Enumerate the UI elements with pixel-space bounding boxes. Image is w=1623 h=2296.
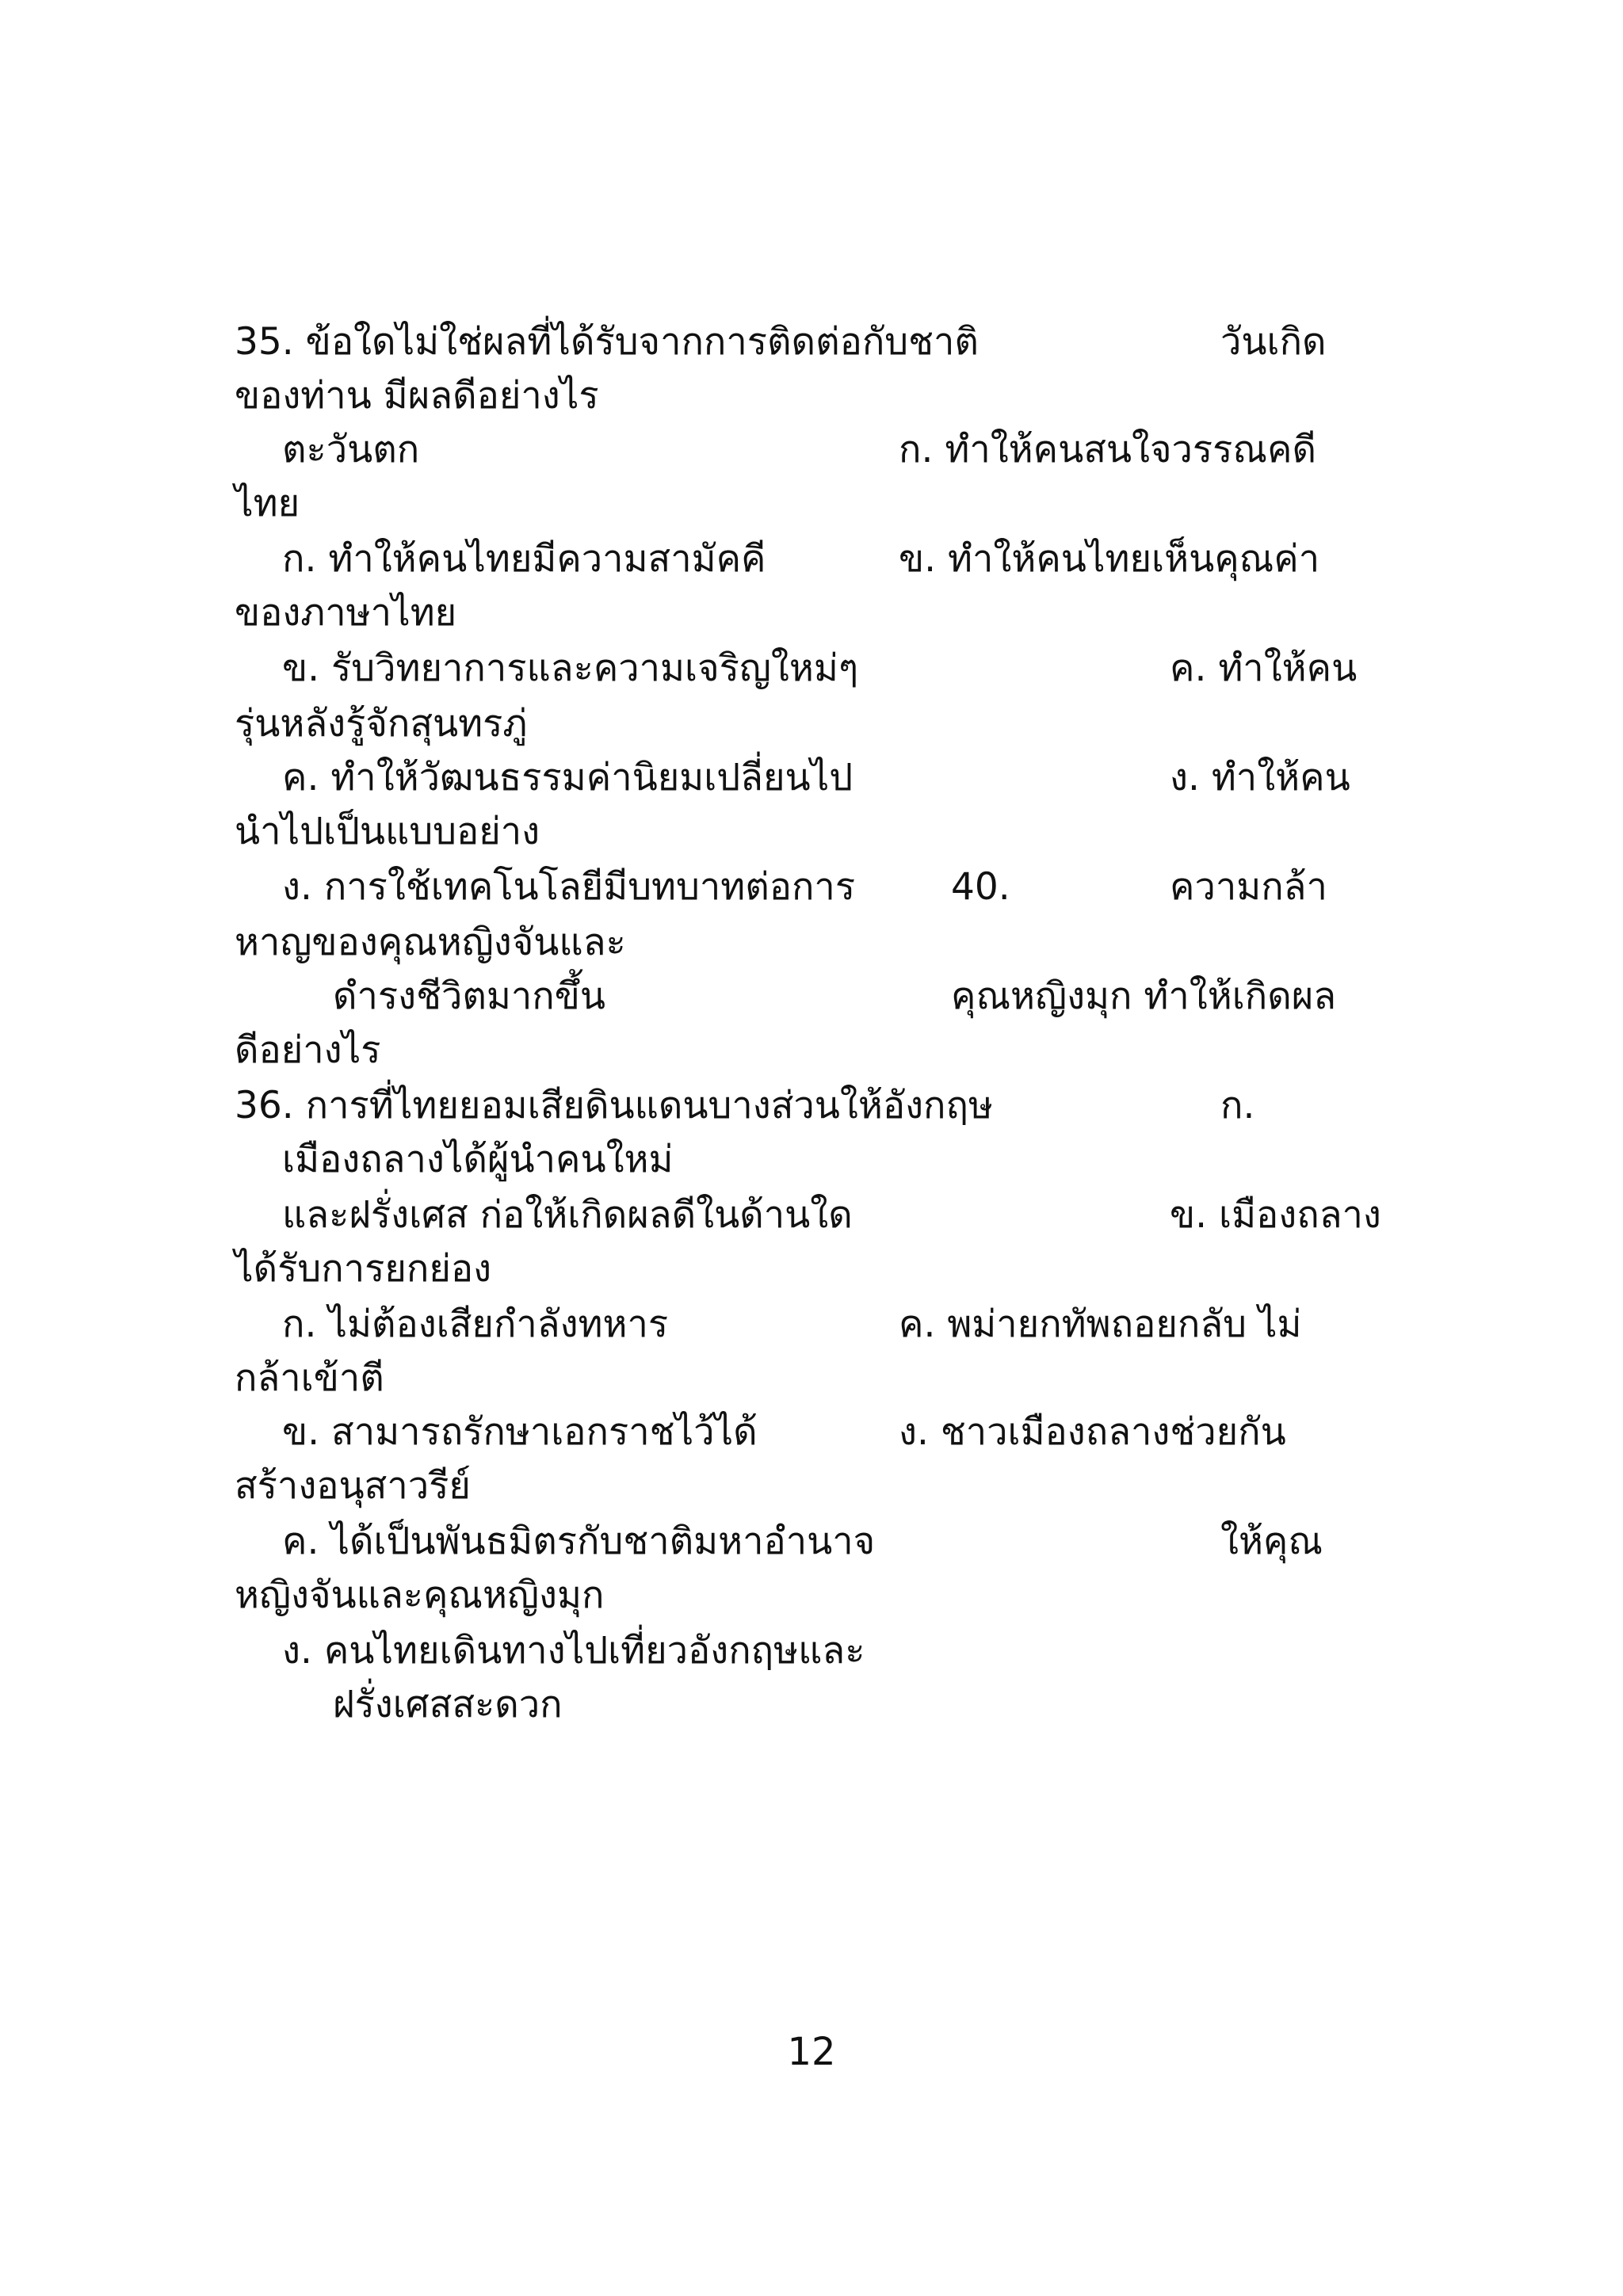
text-line bbox=[1170, 645, 1357, 692]
text-line bbox=[282, 754, 853, 802]
text-segment: ของภาษาไทย bbox=[235, 591, 457, 635]
text-segment: ข. ทำให้คนไทยเห็นคุณค่า bbox=[899, 537, 1320, 581]
text-segment: ค. ทำให้คน bbox=[1170, 646, 1358, 690]
text-segment: 35. ข้อใดไม่ใช่ผลที่ได้รับจากการติดต่อกับชาติ bbox=[235, 320, 979, 364]
text-line bbox=[899, 1409, 1286, 1456]
text-segment: ก. bbox=[1220, 1084, 1255, 1127]
text-line bbox=[1170, 754, 1350, 802]
text-line bbox=[235, 318, 979, 366]
text-segment: ข. สามารถรักษาเอกราชไว้ได้ bbox=[282, 1410, 758, 1454]
text-segment: รุ่นหลังรู้จักสุนทรภู่ bbox=[235, 702, 528, 746]
text-line bbox=[282, 1627, 865, 1675]
text-line bbox=[333, 1681, 563, 1729]
text-segment: หญิงจันและคุณหญิงมุก bbox=[235, 1573, 605, 1617]
text-segment: ไทย bbox=[235, 482, 300, 525]
text-line bbox=[235, 589, 456, 637]
text-segment: สร้างอนุสาวรีย์ bbox=[235, 1464, 471, 1508]
text-line bbox=[282, 1136, 674, 1184]
text-segment: ดีอย่างไร bbox=[235, 1028, 381, 1072]
text-segment: ตะวันตก bbox=[282, 428, 420, 471]
text-line bbox=[1220, 1082, 1254, 1130]
text-line bbox=[282, 1192, 853, 1239]
text-segment: ความกล้า bbox=[1170, 865, 1327, 909]
text-line bbox=[282, 864, 855, 911]
text-line bbox=[235, 1463, 471, 1510]
text-line bbox=[235, 480, 300, 528]
text-line bbox=[235, 1082, 993, 1130]
text-line bbox=[235, 372, 599, 420]
text-segment: นำไปเป็นแบบอย่าง bbox=[235, 810, 540, 853]
text-line bbox=[282, 1301, 668, 1348]
text-line bbox=[951, 973, 1336, 1020]
text-segment: คุณหญิงมุก ทำให้เกิดผล bbox=[951, 974, 1337, 1018]
text-line bbox=[899, 536, 1319, 583]
text-line bbox=[1220, 1518, 1323, 1566]
text-segment: ก. ไม่ต้องเสียกำลังทหาร bbox=[282, 1302, 669, 1346]
text-line bbox=[235, 1572, 604, 1619]
text-segment: ดำรงชีวิตมากขึ้น bbox=[333, 974, 606, 1018]
text-segment: ง. ชาวเมืองถลางช่วยกัน bbox=[899, 1410, 1286, 1454]
text-line bbox=[235, 700, 527, 748]
text-line bbox=[235, 1245, 491, 1293]
text-segment: และฝรั่งเศส ก่อให้เกิดผลดีในด้านใด bbox=[282, 1193, 853, 1237]
text-line bbox=[282, 536, 766, 583]
text-line bbox=[235, 1355, 384, 1402]
text-line bbox=[282, 1518, 875, 1566]
text-line bbox=[899, 426, 1316, 474]
text-line bbox=[1220, 318, 1327, 366]
text-segment: ข. เมืองถลาง bbox=[1170, 1193, 1381, 1237]
text-segment: วันเกิด bbox=[1220, 320, 1327, 364]
text-segment: ของท่าน มีผลดีอย่างไร bbox=[235, 374, 599, 418]
text-segment: ง. คนไทยเดินทางไปเที่ยวอังกฤษและ bbox=[282, 1629, 865, 1672]
text-line bbox=[282, 645, 858, 692]
text-segment: เมืองถลางได้ผู้นำคนใหม่ bbox=[282, 1138, 674, 1181]
text-line bbox=[282, 426, 419, 474]
text-segment: ก. ทำให้คนไทยมีความสามัคคี bbox=[282, 537, 766, 581]
page-number: 12 bbox=[787, 2030, 836, 2074]
text-segment: ง. ทำให้คน bbox=[1170, 756, 1350, 799]
text-segment: ค. ทำให้วัฒนธรรมค่านิยมเปลี่ยนไป bbox=[282, 756, 854, 799]
text-segment: กล้าเข้าตี bbox=[235, 1356, 384, 1400]
text-segment: หาญของคุณหญิงจันและ bbox=[235, 921, 626, 964]
text-segment: ก. ทำให้คนสนใจวรรณคดี bbox=[899, 428, 1316, 471]
text-segment: 40. bbox=[951, 865, 1010, 909]
text-line bbox=[282, 1409, 758, 1456]
text-segment: ได้รับการยกย่อง bbox=[235, 1247, 492, 1291]
text-segment: ค. ได้เป็นพันธมิตรกับชาติมหาอำนาจ bbox=[282, 1520, 876, 1563]
text-segment: ให้คุณ bbox=[1220, 1520, 1323, 1563]
text-line bbox=[899, 1301, 1302, 1348]
text-line bbox=[235, 1027, 381, 1074]
text-segment: 36. การที่ไทยยอมเสียดินแดนบางส่วนให้อังกฤษ bbox=[235, 1084, 993, 1127]
text-line bbox=[951, 864, 1010, 911]
text-segment: ข. รับวิทยาการและความเจริญใหม่ๆ bbox=[282, 646, 859, 690]
text-line bbox=[235, 808, 540, 856]
text-segment: ง. การใช้เทคโนโลยีมีบทบาทต่อการ bbox=[282, 865, 856, 909]
text-segment: ฝรั่งเศสสะดวก bbox=[333, 1683, 563, 1726]
text-segment: ค. พม่ายกทัพถอยกลับ ไม่ bbox=[899, 1302, 1302, 1346]
text-line bbox=[1170, 864, 1327, 911]
text-line bbox=[1170, 1192, 1381, 1239]
text-line bbox=[333, 973, 605, 1020]
text-line bbox=[235, 919, 626, 967]
